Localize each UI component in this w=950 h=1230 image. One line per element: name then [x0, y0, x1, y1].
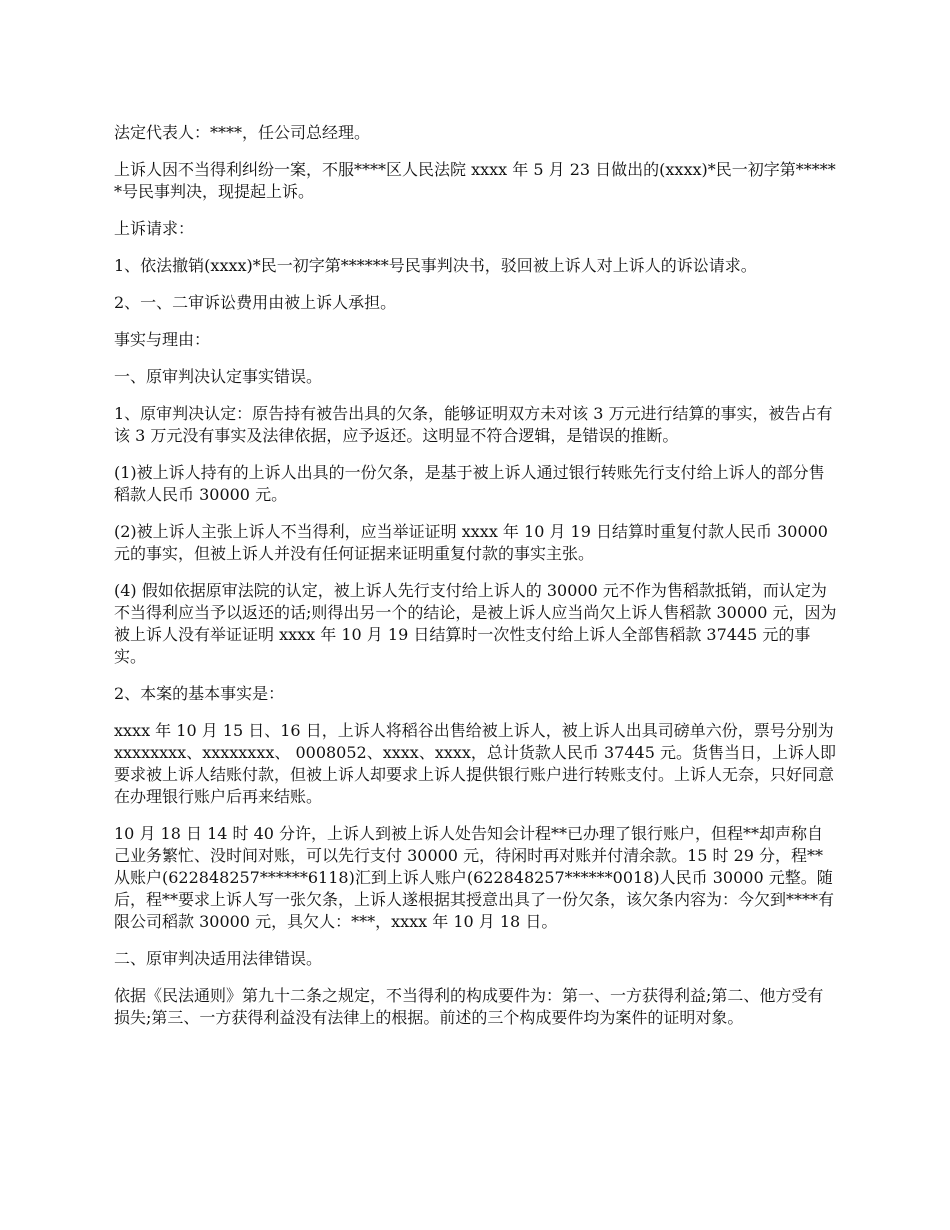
paragraph-request-1: 1、依法撤销(xxxx)*民一初字第******号民事判决书，驳回被上诉人对上诉人的诉讼请求。: [114, 256, 757, 275]
paragraph-point-4: (4) 假如依据原审法院的认定，被上诉人先行支付给上诉人的 30000 元不作为售稻款抵销，而认定为不当得利应当予以返还的话;则得出另一个的结论，是被上诉人应当尚欠上诉人售稻款 30000 元，因为被上诉人没有举证证明 xxxx 年 10 月 19 日结算时一次性支付给上诉人全部售稻款 37445 元的事实。: [114, 581, 837, 666]
paragraph-basic-facts-1: xxxx 年 10 月 15 日、16 日，上诉人将稻谷出售给被上诉人，被上诉人出具司磅单六份，票号分别为 xxxxxxxx、xxxxxxxx、 0008052、xxxx、xxxx，总计货款人民币 37445 元。货售当日，上诉人即要求被上诉人结账付款，但被上诉人却要求上诉人提供银行账户进行转账支付。上诉人无奈，只好同意在办理银行账户后再来结账。: [114, 721, 839, 806]
paragraph-law-error-1: 依据《民法通则》第九十二条之规定，不当得利的构成要件为：第一、一方获得利益;第二、他方受有损失;第三、一方获得利益没有法律上的根据。前述的三个构成要件均为案件的证明对象。: [114, 986, 824, 1027]
paragraph-basic-facts-2: 10 月 18 日 14 时 40 分许，上诉人到被上诉人处告知会计程**已办理了银行账户，但程**却声称自己业务繁忙、没时间对账，可以先行支付 30000 元，待闲时再对账并付清余款。15 时 29 分，程**从账户(622848257******6118)汇到上诉人账户(622848257******0018)人民币 30000 元整。随后，程**要求上诉人写一张欠条，上诉人遂根据其授意出具了一份欠条，该欠条内容为：今欠到****有限公司稻款 30000 元，具欠人：***，xxxx 年 10 月 18 日。: [114, 824, 835, 931]
paragraph-fact-error-1: 1、原审判决认定：原告持有被告出具的欠条，能够证明双方未对该 3 万元进行结算的事实，被告占有该 3 万元没有事实及法律依据，应予返还。这明显不符合逻辑，是错误的推断。: [114, 404, 833, 445]
heading-law-error: 二、原审判决适用法律错误。: [114, 949, 323, 968]
paragraph-point-2: (2)被上诉人主张上诉人不当得利，应当举证证明 xxxx 年 10 月 19 日结算时重复付款人民币 30000 元的事实，但被上诉人并没有任何证据来证明重复付款的事实主张。: [114, 522, 834, 563]
heading-fact-error: 一、原审判决认定事实错误。: [114, 367, 323, 386]
heading-appeal-requests: 上诉请求：: [114, 219, 195, 238]
document-body: [114, 122, 838, 1044]
paragraph-point-1: (1)被上诉人持有的上诉人出具的一份欠条，是基于被上诉人通过银行转账先行支付给上诉人的部分售稻款人民币 30000 元。: [114, 463, 825, 504]
heading-facts-and-reasons: 事实与理由：: [114, 330, 211, 349]
paragraph-appeal-intro: 上诉人因不当得利纠纷一案，不服****区人民法院 xxxx 年 5 月 23 日做出的(xxxx)*民一初字第******号民事判决，现提起上诉。: [114, 160, 836, 201]
heading-basic-facts: 2、本案的基本事实是：: [114, 684, 285, 703]
paragraph-legal-representative: 法定代表人：****，任公司总经理。: [114, 123, 371, 142]
paragraph-request-2: 2、一、二审诉讼费用由被上诉人承担。: [114, 293, 397, 312]
